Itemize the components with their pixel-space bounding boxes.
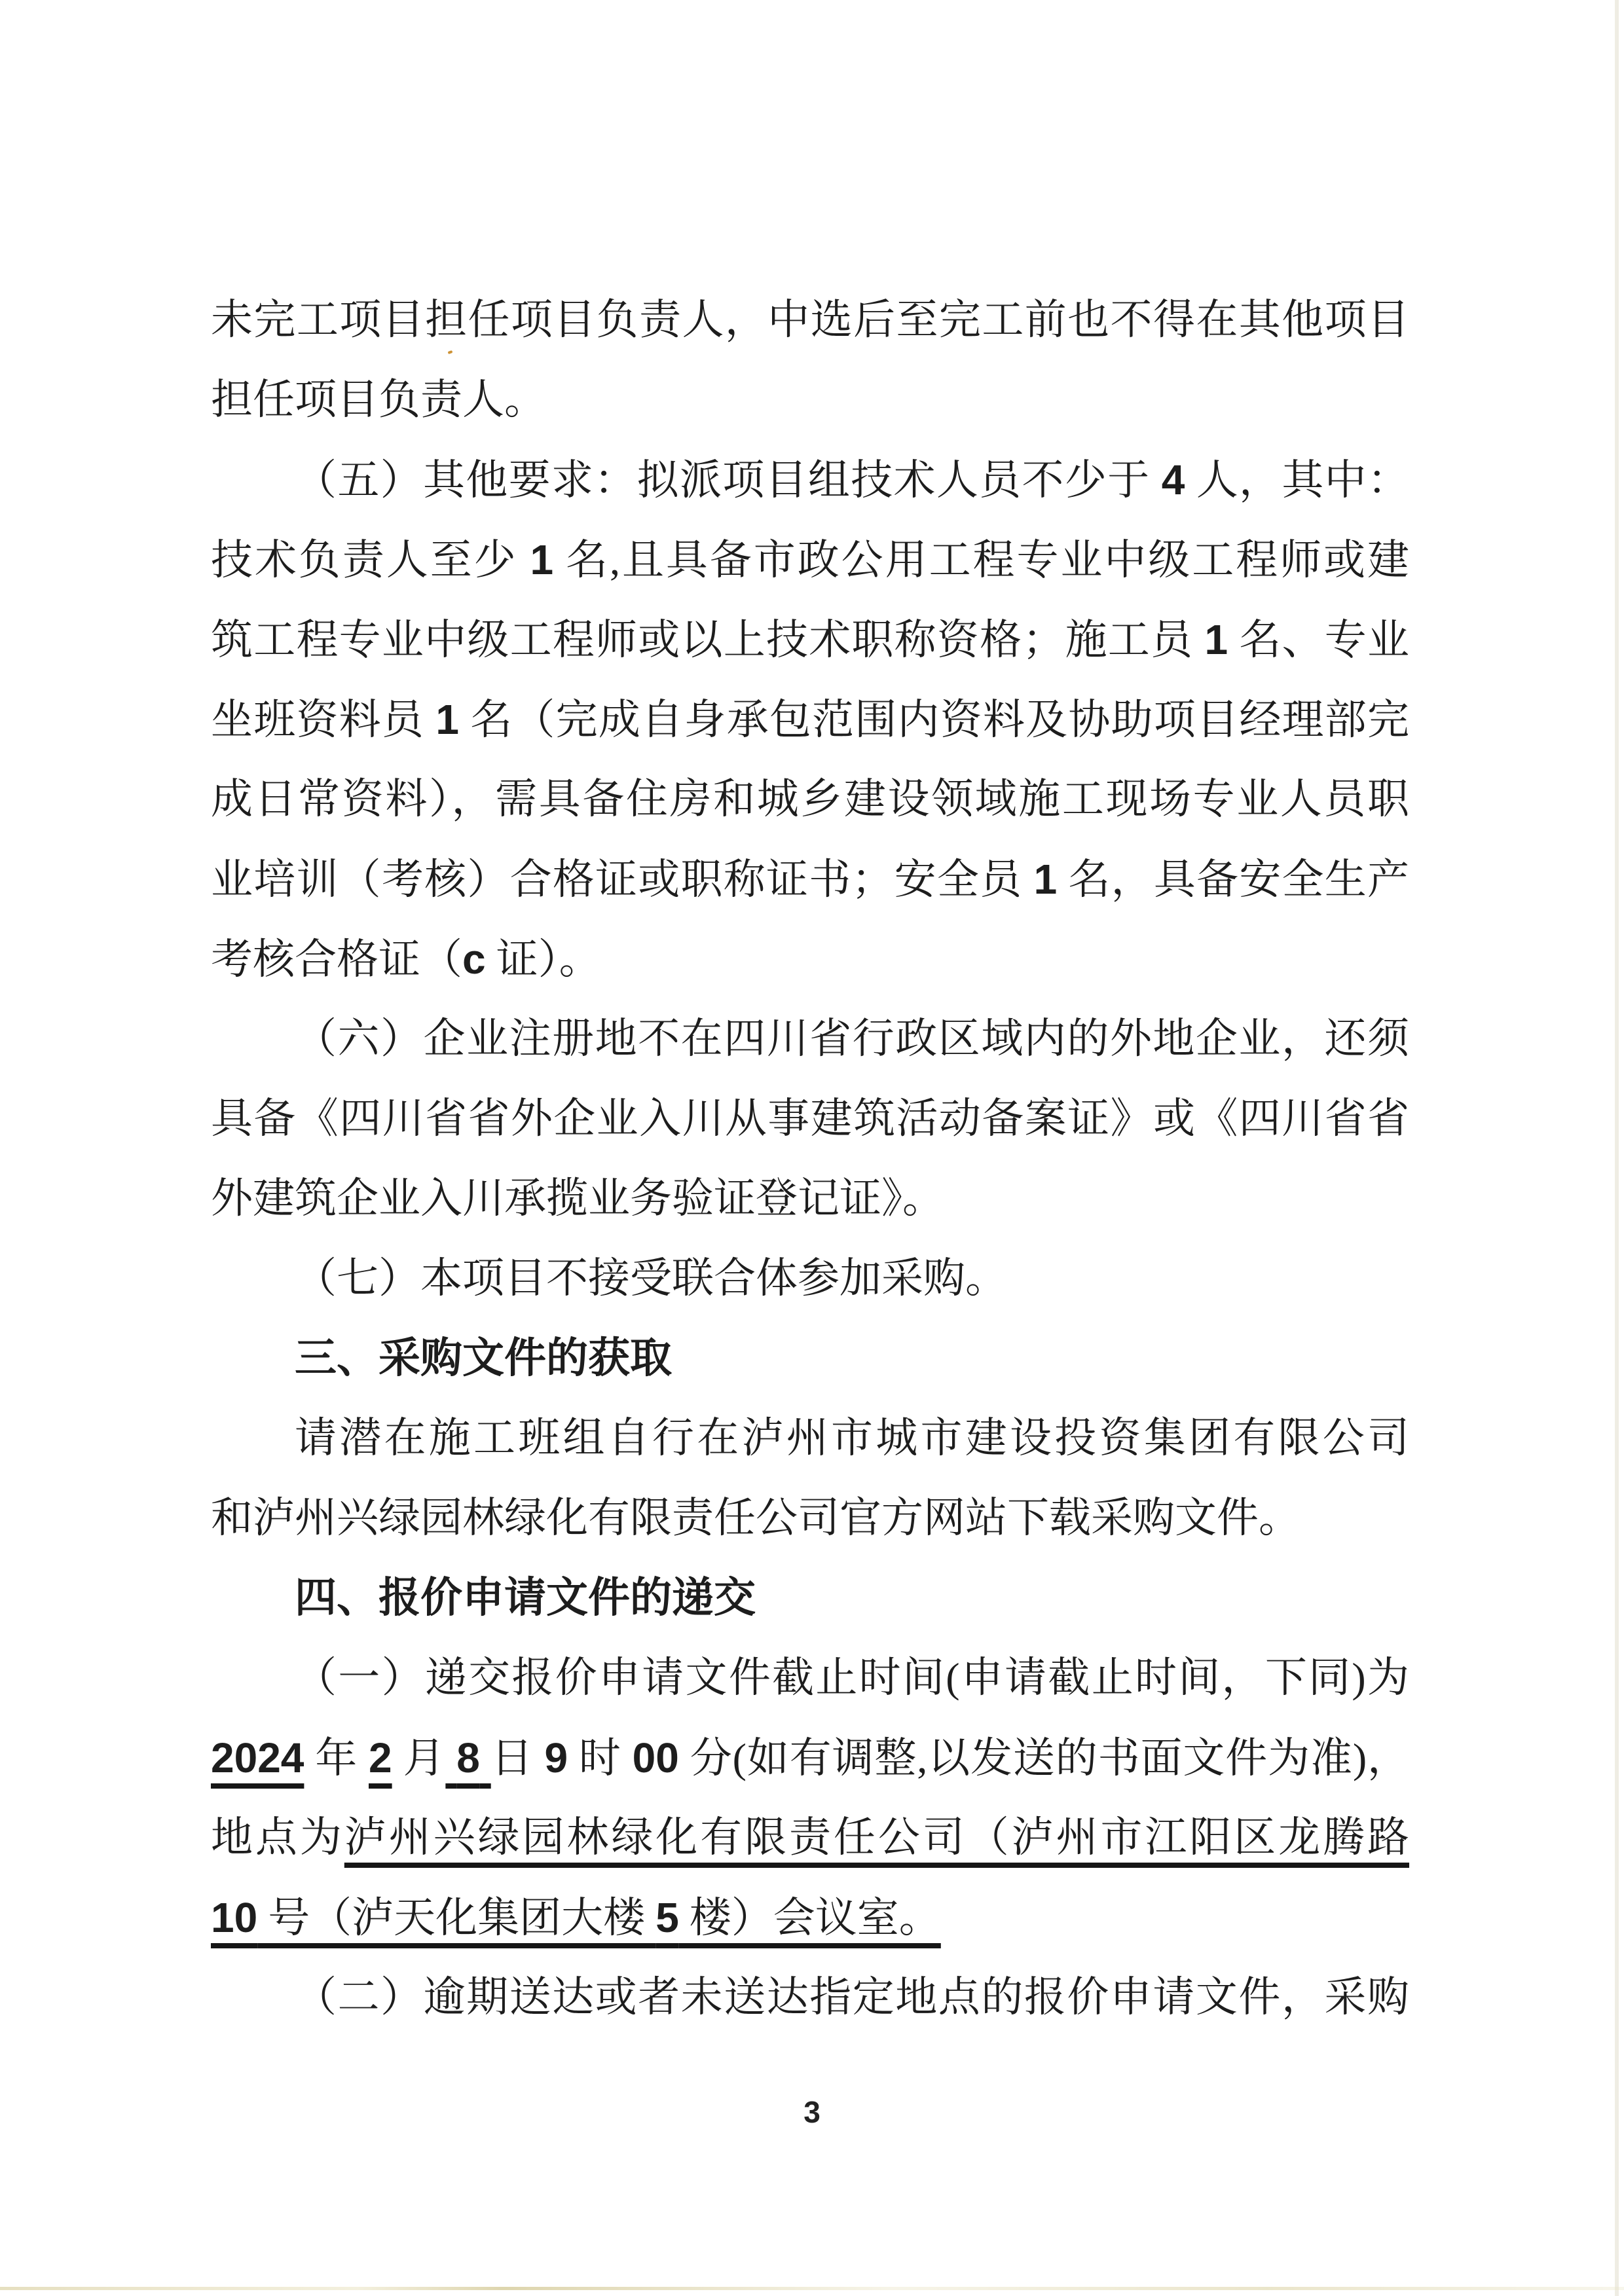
text-line <box>211 759 1409 839</box>
section-heading <box>211 1319 1409 1398</box>
text-line <box>211 1398 1409 1478</box>
latin-text: 1 <box>1033 856 1058 903</box>
text-line <box>211 1079 1409 1159</box>
underlined-text: 泸州兴绿园林绿化有限责任公司（泸州市江阳区龙腾路 <box>344 1814 1410 1861</box>
text-line <box>211 1239 1409 1319</box>
text-segment: 四、报价申请文件的递交 <box>295 1575 756 1621</box>
text-segment: 外建筑企业入川承揽业务验证登记证》。 <box>211 1175 944 1222</box>
section-heading <box>211 1558 1409 1638</box>
text-segment: 日 9 时 00 分(如有调整,以发送的书面文件为准)， <box>490 1734 1410 1781</box>
latin-text: 5 <box>655 1894 679 1941</box>
text-line <box>211 999 1409 1079</box>
text-line <box>211 1798 1409 1878</box>
latin-text: 10 <box>211 1894 258 1941</box>
text-line <box>211 1159 1409 1239</box>
latin-text: 4 <box>1161 456 1185 503</box>
underlined-text <box>211 1735 304 1781</box>
text-line <box>211 1878 1409 1958</box>
text-line <box>211 1958 1409 2037</box>
text-segment: 担任项目负责人。 <box>211 376 546 423</box>
scan-edge-artifact-bottom <box>0 2287 1624 2290</box>
text-segment: 考核合格证（c 证）。 <box>211 936 601 983</box>
scan-edge-artifact-right <box>1615 0 1619 2296</box>
latin-text: 1 <box>530 536 554 583</box>
latin-text: c <box>462 936 486 983</box>
text-segment: 请潜在施工班组自行在泸州市城市建设投资集团有限公司 <box>295 1415 1409 1461</box>
text-segment: 具备《四川省省外企业入川从事建筑活动备案证》或《四川省省 <box>211 1095 1409 1142</box>
text-segment: 年 <box>304 1735 369 1781</box>
text-line <box>211 680 1409 759</box>
text-segment: 未完工项目担任项目负责人，中选后至完工前也不得在其他项目 <box>211 297 1409 343</box>
latin-text: 2024 <box>211 1734 304 1781</box>
text-segment: 成日常资料），需具备住房和城乡建设领域施工现场专业人员职 <box>211 776 1409 822</box>
underlined-text: 10 号（泸天化集团大楼 5 楼）会议室。 <box>211 1894 941 1941</box>
text-segment: （一）递交报价申请文件截止时间(申请截止时间，下同)为 <box>295 1654 1409 1701</box>
latin-text: 1 <box>1204 616 1228 663</box>
text-line <box>211 1478 1409 1558</box>
text-segment: （七）本项目不接受联合体参加采购。 <box>295 1255 1007 1302</box>
text-segment: 筑工程专业中级工程师或以上技术职称资格；施工员 1 名、专业 <box>211 616 1410 663</box>
text-segment: （二）逾期送达或者未送达指定地点的报价申请文件，采购 <box>295 1974 1409 2020</box>
latin-text: 2 <box>369 1734 392 1781</box>
document-body <box>211 280 1409 2037</box>
text-segment: 和泸州兴绿园林绿化有限责任公司官方网站下载采购文件。 <box>211 1495 1301 1541</box>
text-segment: （六）企业注册地不在四川省行政区域内的外地企业，还须 <box>295 1015 1409 1062</box>
text-segment: 业培训（考核）合格证或职称证书；安全员 1 名，具备安全生产 <box>211 856 1410 903</box>
text-line <box>211 440 1409 520</box>
text-segment: 地点为 <box>211 1814 344 1861</box>
text-line <box>211 919 1409 999</box>
text-line <box>211 280 1409 360</box>
text-segment: 坐班资料员 1 名（完成自身承包范围内资料及协助项目经理部完 <box>211 696 1409 743</box>
text-segment: 技术负责人至少 1 名,且具备市政公用工程专业中级工程师或建 <box>211 536 1410 583</box>
text-line <box>211 1638 1409 1718</box>
latin-text: 00 <box>632 1734 679 1781</box>
text-line <box>211 1718 1409 1798</box>
page-number: 3 <box>803 2095 821 2129</box>
underlined-text <box>369 1735 392 1781</box>
text-segment: 三、采购文件的获取 <box>295 1335 672 1381</box>
text-line <box>211 839 1409 919</box>
latin-text: 1 <box>435 696 459 743</box>
text-line <box>211 520 1409 600</box>
text-segment: 月 <box>392 1735 446 1781</box>
text-segment: （五）其他要求：拟派项目组技术人员不少于 4 人，其中： <box>295 456 1410 503</box>
latin-text: 9 <box>544 1734 568 1781</box>
text-line <box>211 600 1409 680</box>
latin-text: 8 <box>456 1734 480 1781</box>
underlined-text <box>445 1735 490 1781</box>
text-line <box>211 360 1409 440</box>
